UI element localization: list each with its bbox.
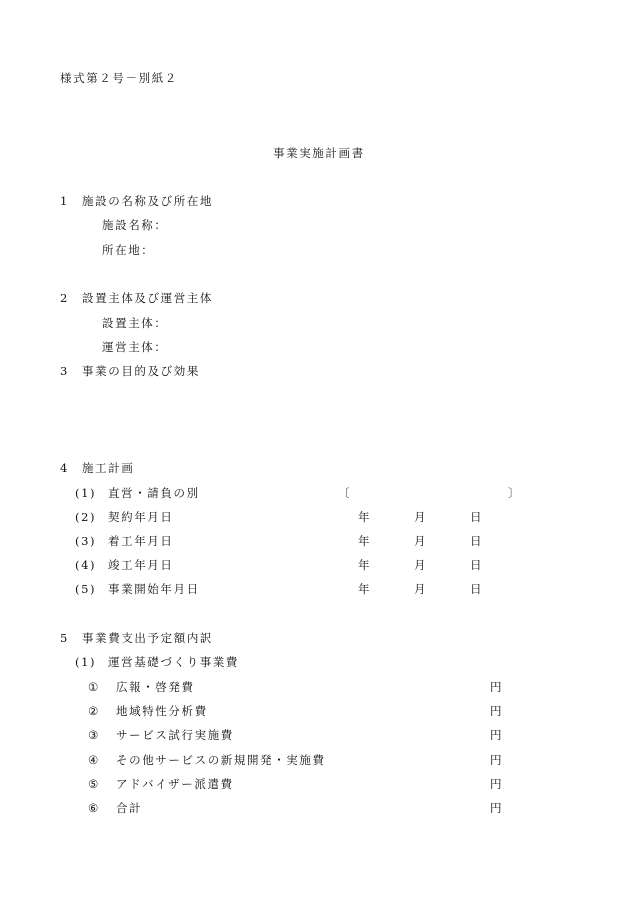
construction-item-num: (1)	[75, 486, 97, 500]
regional-analysis-label: 地域特性分析費	[116, 704, 208, 718]
section5-heading: 5 事業費支出予定額内訳	[60, 631, 214, 645]
location-label: 所在地：	[102, 243, 155, 257]
total-label: 合計	[116, 801, 143, 815]
service-trial-label: サービス試行実施費	[116, 728, 234, 742]
day-unit: 日	[470, 534, 484, 548]
yen-unit: 円	[490, 753, 504, 767]
section3-heading: 3 事業の目的及び効果	[60, 364, 200, 378]
expense-item-num: ⑥	[88, 801, 100, 815]
expense-item-num: ④	[88, 753, 100, 767]
founder-label: 設置主体：	[102, 316, 168, 330]
advisor-dispatch-label: アドバイザー派遣費	[116, 777, 234, 791]
expense-item-num: ⑤	[88, 777, 100, 791]
bracket-close: 〕	[508, 486, 522, 500]
expense-sub-label: 運営基礎づくり事業費	[108, 655, 239, 669]
start-date-label: 着工年月日	[108, 534, 174, 548]
month-unit: 月	[414, 510, 428, 524]
yen-unit: 円	[490, 777, 504, 791]
section1-heading: 1 施設の名称及び所在地	[60, 194, 214, 208]
form-number: 様式第２号－別紙２	[60, 71, 178, 85]
month-unit: 月	[414, 558, 428, 572]
other-service-label: その他サービスの新規開発・実施費	[116, 753, 326, 767]
month-unit: 月	[414, 534, 428, 548]
contract-date-label: 契約年月日	[108, 510, 174, 524]
day-unit: 日	[470, 510, 484, 524]
construction-item-num: (3)	[75, 534, 97, 548]
yen-unit: 円	[490, 801, 504, 815]
business-start-date-label: 事業開始年月日	[108, 582, 200, 596]
facility-name-label: 施設名称：	[102, 218, 168, 232]
year-unit: 年	[358, 582, 372, 596]
construction-item-num: (5)	[75, 582, 97, 596]
expense-sub-num: (1)	[75, 655, 97, 669]
construction-method-label: 直営・請負の別	[108, 486, 200, 500]
expense-item-num: ②	[88, 704, 100, 718]
day-unit: 日	[470, 582, 484, 596]
year-unit: 年	[358, 534, 372, 548]
yen-unit: 円	[490, 704, 504, 718]
yen-unit: 円	[490, 680, 504, 694]
year-unit: 年	[358, 558, 372, 572]
construction-item-num: (2)	[75, 510, 97, 524]
expense-item-num: ③	[88, 728, 100, 742]
completion-date-label: 竣工年月日	[108, 558, 174, 572]
section2-heading: 2 設置主体及び運営主体	[60, 291, 214, 305]
expense-item-num: ①	[88, 680, 100, 694]
section4-heading: 4 施工計画	[60, 461, 135, 475]
bracket-open: 〔	[338, 486, 352, 500]
year-unit: 年	[358, 510, 372, 524]
document-title: 事業実施計画書	[273, 146, 365, 160]
yen-unit: 円	[490, 728, 504, 742]
construction-item-num: (4)	[75, 558, 97, 572]
operator-label: 運営主体：	[102, 340, 168, 354]
pr-expense-label: 広報・啓発費	[116, 680, 195, 694]
month-unit: 月	[414, 582, 428, 596]
day-unit: 日	[470, 558, 484, 572]
